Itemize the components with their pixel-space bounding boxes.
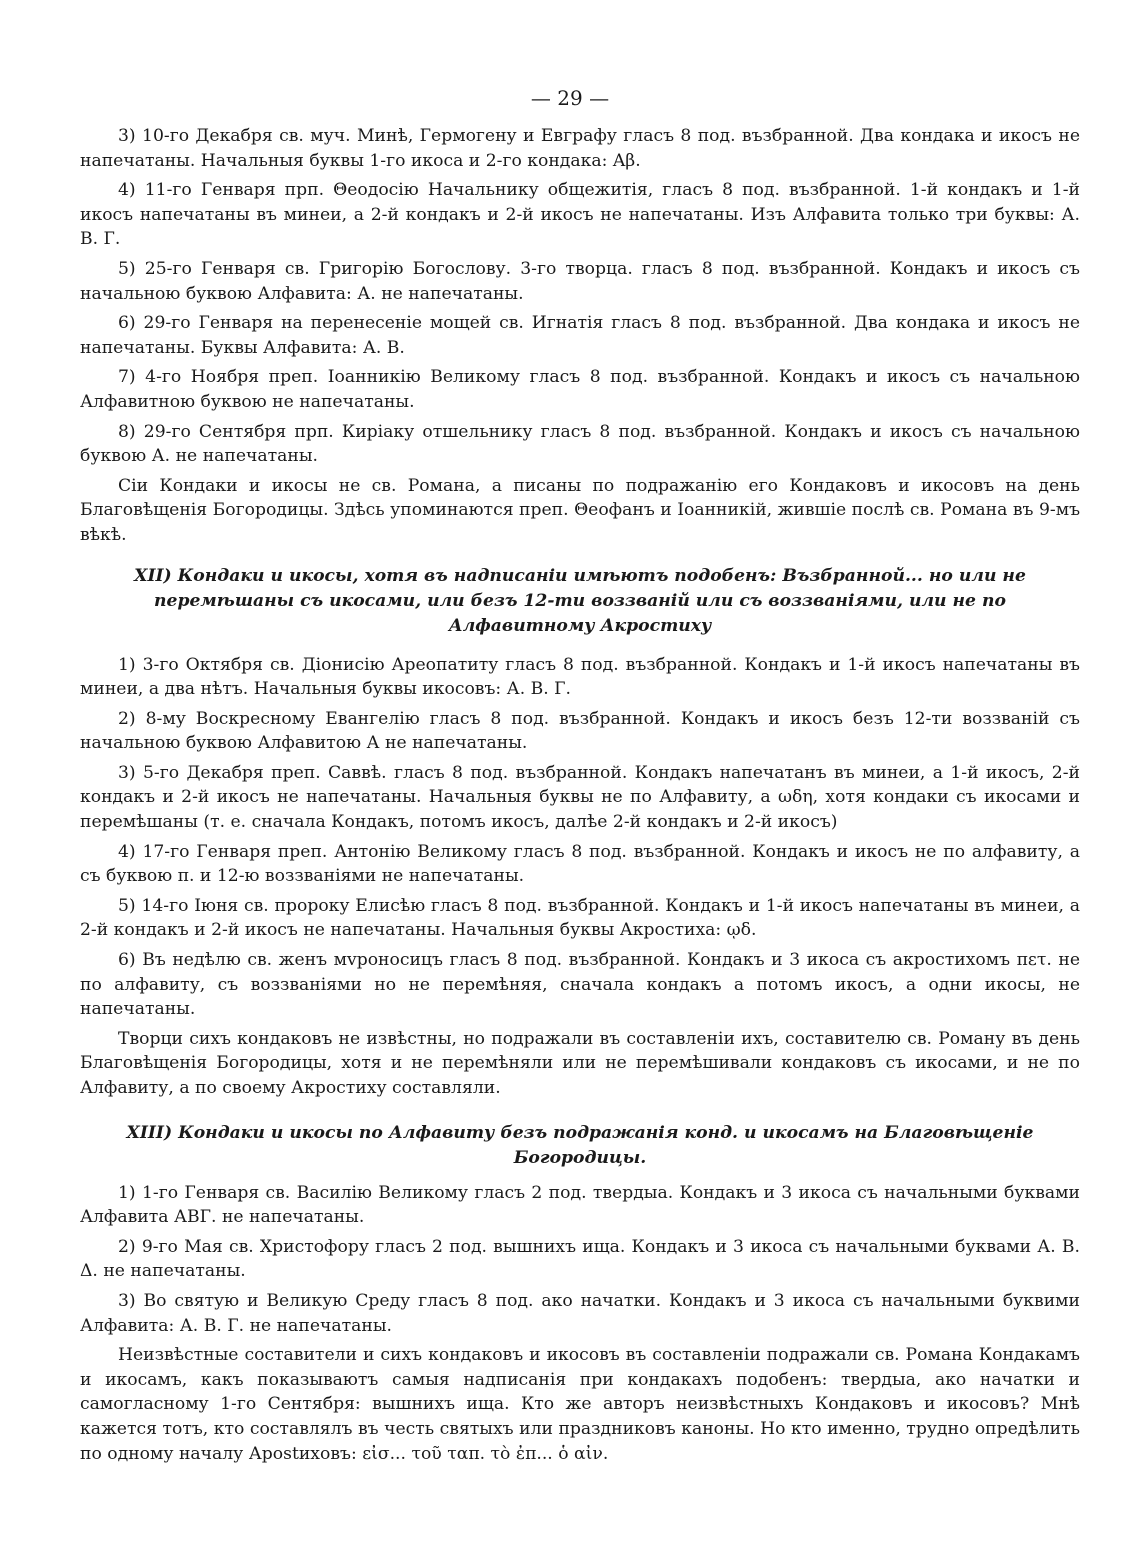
list-item: 5) 14-го Іюня св. пророку Елисѣю гласъ 8 под. възбранной. Кондакъ и 1-й икосъ напечатаны въ минеи, а 2-й кондакъ и 2-й икосъ не напечатаны. Начальныя буквы Акростиха: ῳδ. [80,895,1080,941]
list-item: 8) 29-го Сентября прп. Киріаку отшельнику гласъ 8 под. възбранной. Кондакъ и икосъ съ начальною буквою А. не напечатаны. [80,421,1080,467]
list-item: 1) 1-го Генваря св. Василію Великому гласъ 2 под. твердыа. Кондакъ и 3 икоса съ начальными буквами Алфавита АВГ. не напечатаны. [80,1182,1080,1228]
list-item: 4) 11-го Генваря прп. Θеодосію Начальнику общежитія, гласъ 8 под. възбранной. 1-й кондакъ и 1-й икосъ напечатаны въ минеи, а 2-й кондакъ и 2-й икосъ не напечатаны. Изъ Алфавита только три буквы: А. В. Г. [80,180,1080,250]
section-xiii-conclusion: Неизвѣстные составители и сихъ кондаковъ и икосовъ въ составленіи подражали св. Романа Кондакамъ и икосамъ, какъ показываютъ самыя надписанія при кондакахъ подобенъ: твердыа, ако начатки и самогласному 1-го Сентября: вышнихъ ища. Кто же авторъ неизвѣстныхъ Кондаковъ и икосовъ? Мнѣ кажется тотъ, кто составлялъ въ честь святыхъ или праздниковъ каноны. Но кто именно, трудно опредѣлить по одному началу Арostиховъ: εἰσ... τοῦ ταπ. τὸ ἐπ... ὁ αἰν. [80,1345,1080,1464]
list-item: 5) 25-го Генваря св. Григорію Богослову. 3-го творца. гласъ 8 под. възбранной. Кондакъ и икосъ съ начальною буквою Алфавита: А. не напечатаны. [80,258,1080,304]
list-item: 3) Во святую и Великую Среду гласъ 8 под. ако начатки. Кондакъ и 3 икоса съ начальными буквими Алфавита: А. В. Г. не напечатаны. [80,1290,1080,1336]
list-item: 4) 17-го Генваря преп. Антонію Великому гласъ 8 под. възбранной. Кондакъ и икосъ не по алфавиту, а съ буквою π. и 12-ю воззваніями не напечатаны. [80,841,1080,887]
page-body [80,124,1080,1471]
list-item: 6) 29-го Генваря на перенесеніе мощей св. Игнатія гласъ 8 под. възбранной. Два кондака и икосъ не напечатаны. Буквы Алфавита: А. В. [80,313,1080,358]
list-item: 7) 4-го Ноября преп. Іоанникію Великому гласъ 8 под. възбранной. Кондакъ и икосъ съ начальною Алфавитною буквою не напечатаны. [80,367,1080,412]
section-xi-conclusion: Сіи Кондаки и икосы не св. Романа, а писаны по подражанію его Кондаковъ и икосовъ на день Благовѣщенія Богородицы. Здѣсь упоминаются преп. Θеофанъ и Іоанникій, жившіе послѣ св. Романа въ 9-мъ вѣкѣ. [80,475,1080,545]
section-xii-conclusion: Творци сихъ кондаковъ не извѣстны, но подражали въ составленіи ихъ, составителю св. Роману въ день Благовѣщенія Богородицы, хотя и не перемѣняли или не перемѣшивали кондаковъ съ икосами, и не по Алфавиту, а по своему Акростиху составляли. [80,1028,1080,1098]
list-item: 3) 10-го Декабря св. муч. Минѣ, Гермогену и Евграфу гласъ 8 под. възбранной. Два кондака и икосъ не напечатаны. Начальныя буквы 1-го икоса и 2-го кондака: Αβ. [80,126,1080,171]
list-item: 2) 9-го Мая св. Христофору гласъ 2 под. вышнихъ ища. Кондакъ и 3 икоса съ начальными буквами А. В. Δ. не напечатаны. [80,1236,1080,1282]
list-item: 1) 3-го Октября св. Діонисію Ареопатиту гласъ 8 под. възбранной. Кондакъ и 1-й икосъ напечатаны въ минеи, а два нѣтъ. Начальныя буквы икосовъ: А. В. Г. [80,654,1080,700]
section-xii-heading: XII) Кондаки и икосы, хотя въ надписаніи имѣютъ подобенъ: Възбранной... но или не перемѣшаны съ икосами, или безъ 12-ти воззваній или съ воззваніями, или не по Алфавитному Акростиху [134,565,1026,636]
page-number: — 29 — [530,86,610,110]
list-item: 6) Въ недѣлю св. женъ мvроносицъ гласъ 8 под. възбранной. Кондакъ и 3 икоса съ акростихомъ πετ. не по алфавиту, съ воззваніями но не перемѣняя, сначала кондакъ а потомъ икосъ, а одни икосы, не напечатаны. [80,950,1080,1020]
section-xiii-heading: XIII) Кондаки и икосы по Алфавиту безъ подражанія конд. и икосамъ на Благовѣщеніе Богородицы. [126,1122,1034,1168]
list-item: 2) 8-му Воскресному Евангелію гласъ 8 под. възбранной. Кондакъ и икосъ безъ 12-ти воззваній съ начальною буквою Алфавитою А не напечатаны. [80,708,1080,754]
list-item: 3) 5-го Декабря преп. Саввѣ. гласъ 8 под. възбранной. Кондакъ напечатанъ въ минеи, а 1-й икосъ, 2-й кондакъ и 2-й икосъ не напечатаны. Начальныя буквы не по Алфавиту, а ωδη, хотя кондаки съ икосами и перемѣшаны (т. е. сначала Кондакъ, потомъ икосъ, далѣе 2-й кондакъ и 2-й икосъ) [80,762,1080,833]
